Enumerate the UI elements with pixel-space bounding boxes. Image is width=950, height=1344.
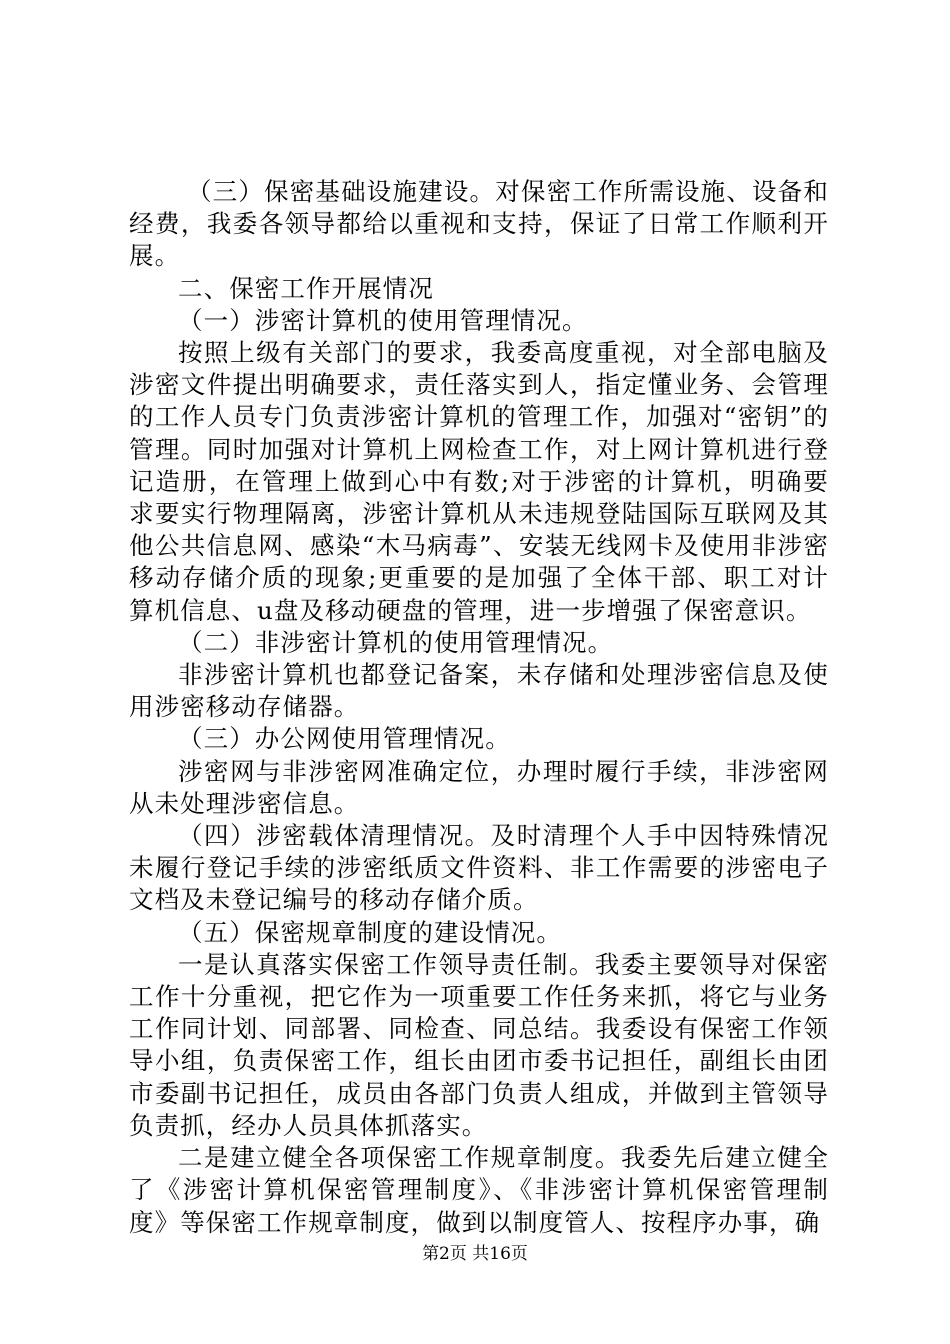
paragraph-rules-system: 二是建立健全各项保密工作规章制度。我委先后建立健全了《涉密计算机保密管理制度》、《非涉密计算机保密管理制度》等保密工作规章制度，做到以制度管人、按程序办事，确 <box>129 1143 829 1237</box>
paragraph-carrier-cleanup: （四）涉密载体清理情况。及时清理个人手中因特殊情况未履行登记手续的涉密纸质文件资料、非工作需要的涉密电子文档及未登记编号的移动存储介质。 <box>129 821 829 915</box>
page-footer: 第2页 共16页 <box>422 1244 528 1264</box>
document-body <box>129 176 829 1239</box>
paragraph-office-network: 涉密网与非涉密网准确定位，办理时履行手续，非涉密网从未处理涉密信息。 <box>129 756 829 818</box>
heading-classified-computers: （一）涉密计算机的使用管理情况。 <box>178 305 588 335</box>
heading-regulations: （五）保密规章制度的建设情况。 <box>178 917 562 947</box>
heading-office-network: （三）办公网使用管理情况。 <box>178 724 511 754</box>
paragraph-non-classified-computers: 非涉密计算机也都登记备案，未存储和处理涉密信息及使用涉密移动存储器。 <box>129 660 829 722</box>
paragraph-infrastructure: （三）保密基础设施建设。对保密工作所需设施、设备和经费，我委各领导都给以重视和支持，保证了日常工作顺利开展。 <box>129 177 829 271</box>
paragraph-classified-computers: 按照上级有关部门的要求，我委高度重视，对全部电脑及涉密文件提出明确要求，责任落实到人，指定懂业务、会管理的工作人员专门负责涉密计算机的管理工作，加强对“密钥”的管理。同时加强对计算机上网检查工作，对上网计算机进行登记造册，在管理上做到心中有数;对于涉密的计算机，明确要求要实行物理隔离，涉密计算机从未违规登陆国际互联网及其他公共信息网、感染“木马病毒”、安装无线网卡及使用非涉密移动存储介质的现象;更重要的是加强了全体干部、职工对计算机信息、u盘及移动硬盘的管理，进一步增强了保密意识。 <box>129 338 829 625</box>
heading-section-two: 二、保密工作开展情况 <box>178 273 434 303</box>
heading-non-classified-computers: （二）非涉密计算机的使用管理情况。 <box>178 627 614 657</box>
paragraph-leadership-responsibility: 一是认真落实保密工作领导责任制。我委主要领导对保密工作十分重视，把它作为一项重要工作任务来抓，将它与业务工作同计划、同部署、同检查、同总结。我委设有保密工作领导小组，负责保密工作，组长由团市委书记担任，副组长由团市委副书记担任，成员由各部门负责人组成，并做到主管领导负责抓，经办人员具体抓落实。 <box>129 949 829 1140</box>
